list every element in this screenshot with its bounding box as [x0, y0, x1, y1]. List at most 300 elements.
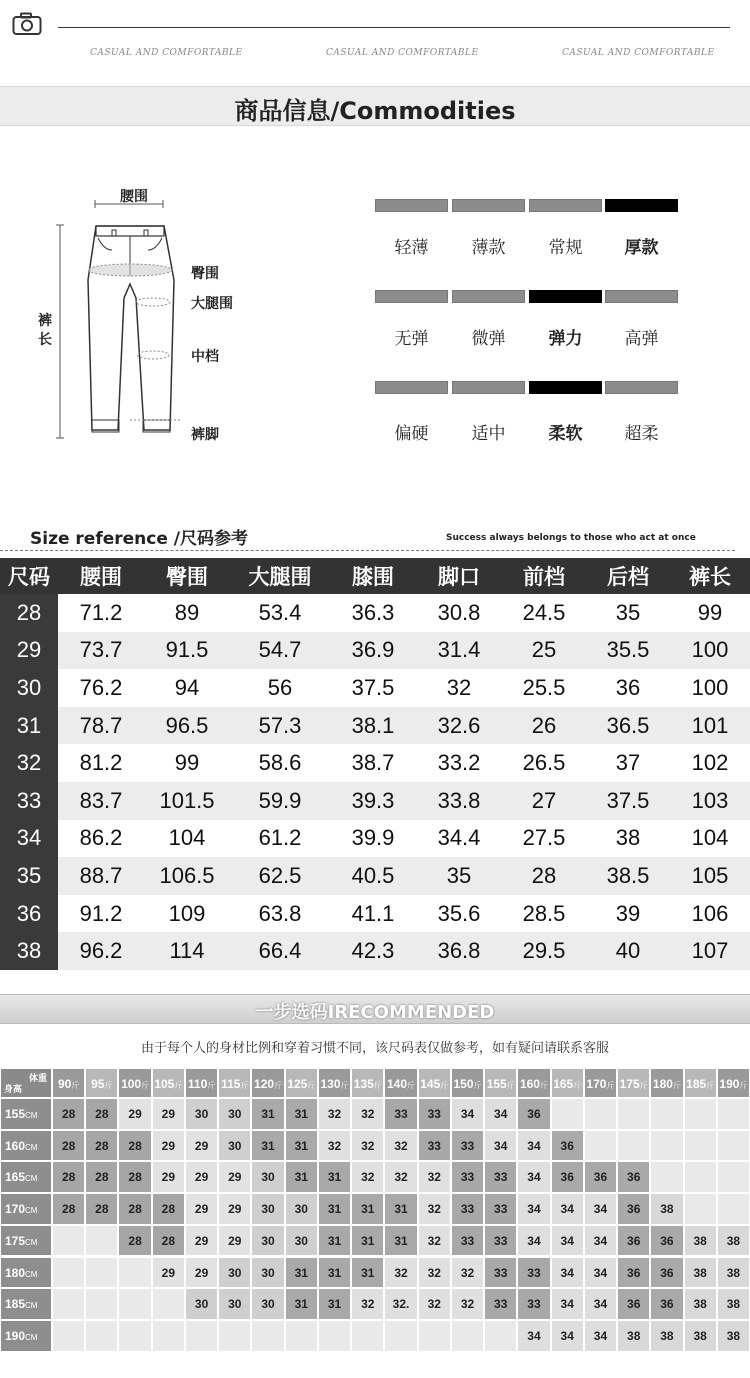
weight-header — [684, 1068, 717, 1098]
attribute-option-label: 适中 — [471, 424, 506, 444]
weight-header — [384, 1068, 417, 1098]
empty-cell — [717, 1193, 750, 1225]
size-cell: 28 — [0, 594, 58, 632]
weight-value: 180 — [652, 1077, 673, 1091]
measure-cell: 41.1 — [351, 900, 395, 926]
empty-cell — [617, 1098, 650, 1130]
size-suggestion-cell: 32 — [318, 1098, 351, 1130]
measure-cell: 71.2 — [79, 599, 123, 625]
size-table-header — [0, 558, 750, 594]
size-suggestion-cell: 28 — [118, 1161, 151, 1193]
size-cell: 31 — [0, 707, 58, 745]
weight-value: 190 — [719, 1077, 740, 1091]
size-suggestion-cell: 28 — [85, 1193, 118, 1225]
weight-header — [251, 1068, 284, 1098]
size-suggestion-cell: 36 — [617, 1193, 650, 1225]
size-suggestion-cell: 38 — [717, 1257, 750, 1289]
size-suggestion-cell: 38 — [650, 1320, 683, 1352]
weight-unit: 斤 — [340, 1081, 349, 1090]
measure-cell: 38.1 — [330, 707, 416, 745]
weight-header — [118, 1068, 151, 1098]
size-suggestion-cell: 32 — [351, 1288, 384, 1320]
weight-header — [584, 1068, 617, 1098]
empty-cell — [52, 1257, 85, 1289]
size-suggestion-cell: 33 — [451, 1161, 484, 1193]
size-suggestion-cell: 29 — [185, 1257, 218, 1289]
measure-cell: 63.8 — [258, 900, 302, 926]
attribute-bar-segment — [452, 290, 525, 303]
measure-cell: 35 — [416, 857, 502, 895]
measure-cell: 35.5 — [586, 632, 670, 670]
measure-cell: 28.5 — [522, 900, 566, 926]
weight-header — [351, 1068, 384, 1098]
height-header — [0, 1257, 52, 1289]
height-unit: CM — [25, 1206, 38, 1216]
size-suggestion-cell: 29 — [152, 1257, 185, 1289]
measure-cell: 78.7 — [58, 707, 144, 745]
size-suggestion-cell: 31 — [318, 1288, 351, 1320]
size-suggestion-cell: 34 — [551, 1288, 584, 1320]
weight-unit: 斤 — [639, 1081, 648, 1090]
weight-header — [650, 1068, 683, 1098]
weight-unit: 斤 — [141, 1081, 150, 1090]
measure-cell: 38.7 — [351, 750, 395, 776]
size-suggestion-cell: 31 — [285, 1130, 318, 1162]
empty-cell — [684, 1130, 717, 1162]
size-suggestion-cell: 32 — [418, 1161, 451, 1193]
size-suggestion-cell: 31 — [384, 1225, 417, 1257]
column-header: 前档 — [502, 558, 586, 594]
table-row — [0, 669, 750, 707]
attribute-option-label: 微弹 — [471, 329, 506, 349]
weight-value: 170 — [586, 1077, 607, 1091]
size-suggestion-cell: 34 — [517, 1193, 550, 1225]
measure-cell: 40.5 — [330, 857, 416, 895]
size-suggestion-cell: 36 — [551, 1130, 584, 1162]
size-suggestion-cell: 31 — [251, 1130, 284, 1162]
size-suggestion-cell: 29 — [185, 1130, 218, 1162]
size-suggestion-cell: 38 — [684, 1320, 717, 1352]
empty-cell — [152, 1320, 185, 1352]
recommend-title: 一步选码IRECOMMENDED — [255, 1002, 495, 1023]
measure-cell: 107 — [670, 932, 750, 970]
size-suggestion-cell: 33 — [451, 1130, 484, 1162]
size-suggestion-cell: 30 — [251, 1288, 284, 1320]
measure-cell: 39.3 — [330, 782, 416, 820]
recommend-banner — [0, 994, 750, 1024]
measure-cell: 57.3 — [230, 707, 330, 745]
size-suggestion-cell: 32 — [351, 1130, 384, 1162]
weight-value: 115 — [221, 1077, 241, 1091]
size-suggestion-cell: 28 — [118, 1130, 151, 1162]
size-suggestion-cell: 34 — [551, 1257, 584, 1289]
size-cell: 35 — [0, 857, 58, 895]
size-suggestion-cell: 31 — [318, 1257, 351, 1289]
casual-tagline: CASUAL AND COMFORTABLE — [562, 48, 715, 58]
weight-unit: 斤 — [174, 1081, 183, 1090]
empty-cell — [285, 1320, 318, 1352]
measure-cell: 104 — [168, 825, 206, 851]
empty-cell — [650, 1130, 683, 1162]
size-suggestion-cell: 34 — [551, 1320, 584, 1352]
height-header — [0, 1193, 52, 1225]
height-unit: CM — [25, 1237, 38, 1247]
measure-cell: 36.9 — [330, 632, 416, 670]
measure-cell: 109 — [168, 900, 206, 926]
size-suggestion-cell: 28 — [152, 1225, 185, 1257]
height-value: 165 — [5, 1170, 26, 1185]
empty-cell — [118, 1288, 151, 1320]
measure-cell: 34.4 — [437, 825, 481, 851]
measure-cell: 25.5 — [522, 674, 566, 700]
weight-value: 185 — [686, 1077, 707, 1091]
size-suggestion-cell: 30 — [218, 1257, 251, 1289]
measure-cell: 100 — [691, 674, 729, 700]
casual-tagline: CASUAL AND COMFORTABLE — [326, 48, 479, 58]
measure-cell: 40 — [586, 932, 670, 970]
weight-header — [52, 1068, 85, 1098]
height-unit: CM — [25, 1174, 38, 1184]
table-row — [0, 895, 750, 933]
measure-cell: 36 — [615, 674, 641, 700]
measure-cell: 99 — [174, 750, 200, 776]
weight-unit: 斤 — [274, 1081, 283, 1090]
weight-value: 160 — [519, 1077, 540, 1091]
height-header — [0, 1098, 52, 1130]
size-suggestion-cell: 34 — [551, 1225, 584, 1257]
size-suggestion-cell: 36 — [551, 1161, 584, 1193]
weight-header — [318, 1068, 351, 1098]
size-suggestion-cell: 32 — [384, 1130, 417, 1162]
weight-unit: 斤 — [739, 1081, 748, 1090]
weight-unit: 斤 — [573, 1081, 582, 1090]
size-suggestion-cell: 30 — [285, 1225, 318, 1257]
column-header: 腰围 — [58, 558, 144, 594]
size-reference-title: Size reference /尺码参考 — [30, 529, 249, 549]
height-unit: CM — [25, 1142, 38, 1152]
size-suggestion-cell: 29 — [185, 1193, 218, 1225]
weight-unit: 斤 — [672, 1081, 681, 1090]
weight-header — [451, 1068, 484, 1098]
size-table — [0, 558, 750, 970]
size-suggestion-cell: 33 — [484, 1257, 517, 1289]
size-suggestion-cell: 32 — [451, 1288, 484, 1320]
size-suggestion-cell: 32 — [318, 1130, 351, 1162]
measure-cell: 32.6 — [416, 707, 502, 745]
weight-header — [717, 1068, 750, 1098]
empty-cell — [118, 1257, 151, 1289]
size-suggestion-cell: 31 — [318, 1225, 351, 1257]
size-suggestion-cell: 29 — [152, 1130, 185, 1162]
measure-cell: 38.5 — [586, 857, 670, 895]
measure-cell: 36.8 — [416, 932, 502, 970]
weight-header — [484, 1068, 517, 1098]
size-suggestion-cell: 33 — [517, 1288, 550, 1320]
divider — [0, 550, 735, 551]
size-suggestion-cell: 29 — [218, 1161, 251, 1193]
size-suggestion-cell: 29 — [218, 1193, 251, 1225]
measure-cell: 73.7 — [58, 632, 144, 670]
empty-cell — [584, 1098, 617, 1130]
height-value: 185 — [5, 1297, 26, 1312]
measure-cell: 36.3 — [351, 599, 395, 625]
size-suggestion-cell: 30 — [185, 1098, 218, 1130]
size-suggestion-cell: 30 — [251, 1193, 284, 1225]
measure-cell: 106.5 — [144, 857, 230, 895]
measure-cell: 54.7 — [230, 632, 330, 670]
hip-label: 臀围 — [191, 266, 219, 282]
length-label: 裤长 — [38, 313, 52, 348]
weight-value: 165 — [553, 1077, 574, 1091]
height-value: 175 — [5, 1233, 26, 1248]
size-suggestion-cell: 34 — [484, 1130, 517, 1162]
measure-cell: 26 — [502, 707, 586, 745]
attribute-bar-segment — [605, 381, 678, 394]
casual-tagline: CASUAL AND COMFORTABLE — [90, 48, 243, 58]
size-cell: 30 — [0, 669, 58, 707]
height-header — [0, 1288, 52, 1320]
height-value: 160 — [5, 1138, 26, 1153]
size-cell: 38 — [0, 932, 58, 970]
size-suggestion-cell: 29 — [185, 1161, 218, 1193]
measure-cell: 94 — [174, 674, 200, 700]
empty-cell — [85, 1225, 118, 1257]
weight-unit: 斤 — [71, 1081, 80, 1090]
size-suggestion-cell: 31 — [285, 1288, 318, 1320]
measure-cell: 89 — [174, 599, 200, 625]
size-suggestion-cell: 32 — [351, 1161, 384, 1193]
size-suggestion-cell: 29 — [218, 1225, 251, 1257]
empty-cell — [52, 1288, 85, 1320]
size-suggestion-cell: 29 — [152, 1161, 185, 1193]
height-unit: CM — [25, 1332, 38, 1342]
measure-cell: 105 — [670, 857, 750, 895]
size-cell: 36 — [0, 895, 58, 933]
size-suggestion-cell: 30 — [285, 1193, 318, 1225]
measure-cell: 53.4 — [258, 599, 302, 625]
weight-header — [617, 1068, 650, 1098]
size-suggestion-cell: 31 — [285, 1257, 318, 1289]
measure-cell: 59.9 — [230, 782, 330, 820]
column-header: 大腿围 — [230, 558, 330, 594]
weight-header — [418, 1068, 451, 1098]
size-suggestion-cell: 34 — [517, 1225, 550, 1257]
weight-unit: 斤 — [407, 1081, 416, 1090]
weight-value: 145 — [420, 1077, 441, 1091]
measure-cell: 33.8 — [416, 782, 502, 820]
empty-cell — [185, 1320, 218, 1352]
measure-cell: 114 — [144, 932, 230, 970]
header-rule — [58, 27, 730, 28]
weight-header — [218, 1068, 251, 1098]
measure-cell: 96.5 — [144, 707, 230, 745]
empty-cell — [617, 1130, 650, 1162]
measure-cell: 106 — [691, 900, 729, 926]
measure-cell: 96.2 — [58, 932, 144, 970]
measure-cell: 62.5 — [230, 857, 330, 895]
size-suggestion-cell: 32 — [384, 1257, 417, 1289]
size-suggestion-cell: 28 — [52, 1098, 85, 1130]
column-header: 膝围 — [330, 558, 416, 594]
weight-unit: 斤 — [240, 1081, 249, 1090]
size-suggestion-cell: 36 — [617, 1161, 650, 1193]
size-suggestion-cell: 31 — [318, 1193, 351, 1225]
height-value: 180 — [5, 1265, 26, 1280]
weight-value: 125 — [287, 1077, 308, 1091]
empty-cell — [717, 1130, 750, 1162]
empty-cell — [52, 1320, 85, 1352]
weight-value: 105 — [154, 1077, 175, 1091]
attribute-bar-segment — [452, 199, 525, 212]
size-suggestion-cell: 38 — [717, 1320, 750, 1352]
size-suggestion-cell: 36 — [617, 1288, 650, 1320]
size-suggestion-cell: 30 — [251, 1257, 284, 1289]
size-suggestion-cell: 36 — [617, 1225, 650, 1257]
size-suggestion-cell: 31 — [251, 1098, 284, 1130]
size-suggestion-cell: 31 — [351, 1257, 384, 1289]
size-suggestion-cell: 30 — [218, 1098, 251, 1130]
table-row — [0, 707, 750, 745]
size-suggestion-cell: 32. — [384, 1288, 417, 1320]
attribute-option-label: 高弹 — [624, 329, 659, 349]
size-suggestion-cell: 30 — [185, 1288, 218, 1320]
measure-cell: 35.6 — [437, 900, 481, 926]
weight-value: 175 — [619, 1077, 640, 1091]
weight-unit: 斤 — [104, 1081, 113, 1090]
empty-cell — [384, 1320, 417, 1352]
attribute-bar-segment — [529, 290, 602, 303]
measure-cell: 38 — [615, 825, 641, 851]
weight-value: 135 — [353, 1077, 374, 1091]
measure-cell: 101 — [670, 707, 750, 745]
measure-cell: 66.4 — [230, 932, 330, 970]
size-suggestion-cell: 36 — [617, 1257, 650, 1289]
grid-corner — [0, 1068, 52, 1098]
size-cell: 33 — [0, 782, 58, 820]
size-suggestion-cell: 31 — [351, 1193, 384, 1225]
size-suggestion-cell: 34 — [584, 1288, 617, 1320]
column-header: 尺码 — [0, 558, 58, 594]
size-suggestion-cell: 33 — [451, 1225, 484, 1257]
empty-cell — [118, 1320, 151, 1352]
weight-value: 110 — [187, 1077, 208, 1091]
size-suggestion-cell: 28 — [118, 1225, 151, 1257]
size-cell: 29 — [0, 632, 58, 670]
empty-cell — [451, 1320, 484, 1352]
measure-cell: 27.5 — [522, 825, 566, 851]
measure-cell: 37.5 — [586, 782, 670, 820]
table-row — [0, 932, 750, 970]
empty-cell — [85, 1288, 118, 1320]
corner-height-label: 身高 — [4, 1084, 23, 1094]
measure-cell: 91.2 — [79, 900, 123, 926]
size-cell: 34 — [0, 820, 58, 858]
size-suggestion-cell: 34 — [517, 1130, 550, 1162]
pants-diagram — [40, 180, 180, 445]
height-value: 190 — [5, 1328, 26, 1343]
attribute-option-label: 薄款 — [471, 238, 506, 258]
measure-cell: 102 — [691, 750, 729, 776]
weight-value: 155 — [486, 1077, 507, 1091]
empty-cell — [551, 1098, 584, 1130]
size-suggestion-cell: 34 — [484, 1098, 517, 1130]
size-suggestion-cell: 32 — [384, 1161, 417, 1193]
knee-label: 中档 — [191, 349, 219, 365]
weight-unit: 斤 — [307, 1081, 316, 1090]
weight-value: 95 — [91, 1077, 105, 1091]
weight-value: 90 — [57, 1077, 72, 1091]
weight-header — [551, 1068, 584, 1098]
measure-cell: 24.5 — [522, 599, 566, 625]
measure-cell: 39.9 — [351, 825, 395, 851]
section-title: 商品信息/Commodities — [234, 97, 516, 125]
empty-cell — [218, 1320, 251, 1352]
weight-header — [185, 1068, 218, 1098]
weight-value: 150 — [453, 1077, 474, 1091]
column-header: 裤长 — [670, 558, 750, 594]
size-suggestion-cell: 33 — [484, 1225, 517, 1257]
table-row — [0, 594, 750, 632]
size-suggestion-cell: 33 — [384, 1098, 417, 1130]
measure-cell: 35 — [615, 599, 641, 625]
size-suggestion-cell: 28 — [85, 1098, 118, 1130]
size-suggestion-cell: 38 — [684, 1225, 717, 1257]
table-row — [0, 744, 750, 782]
measure-cell: 32 — [446, 674, 472, 700]
size-suggestion-cell: 32 — [418, 1193, 451, 1225]
empty-cell — [351, 1320, 384, 1352]
size-suggestion-cell: 38 — [684, 1288, 717, 1320]
size-suggestion-cell: 38 — [717, 1225, 750, 1257]
empty-cell — [52, 1225, 85, 1257]
size-suggestion-cell: 34 — [517, 1320, 550, 1352]
measure-cell: 88.7 — [58, 857, 144, 895]
size-suggestion-cell: 28 — [118, 1193, 151, 1225]
size-suggestion-cell: 38 — [650, 1193, 683, 1225]
attribute-bar-segment — [529, 199, 602, 212]
weight-header — [152, 1068, 185, 1098]
empty-cell — [484, 1320, 517, 1352]
empty-cell — [251, 1320, 284, 1352]
measure-cell: 58.6 — [258, 750, 302, 776]
measure-cell: 56 — [267, 674, 293, 700]
size-suggestion-cell: 28 — [52, 1130, 85, 1162]
attribute-bar-segment — [605, 290, 678, 303]
measure-cell: 86.2 — [79, 825, 123, 851]
weight-value: 130 — [320, 1077, 341, 1091]
empty-cell — [684, 1193, 717, 1225]
height-header — [0, 1320, 52, 1352]
size-suggestion-cell: 28 — [52, 1193, 85, 1225]
size-suggestion-cell: 31 — [384, 1193, 417, 1225]
height-unit: CM — [25, 1269, 38, 1279]
commodities-banner — [0, 86, 750, 126]
table-row — [0, 782, 750, 820]
corner-weight-label: 体重 — [28, 1073, 47, 1083]
empty-cell — [152, 1288, 185, 1320]
empty-cell — [318, 1320, 351, 1352]
table-row — [0, 857, 750, 895]
measure-cell: 103 — [670, 782, 750, 820]
size-cell: 32 — [0, 744, 58, 782]
weight-header — [285, 1068, 318, 1098]
attribute-bar-segment — [605, 199, 678, 212]
size-suggestion-cell: 34 — [584, 1257, 617, 1289]
attribute-option-label: 偏硬 — [394, 424, 429, 444]
empty-cell — [650, 1098, 683, 1130]
measure-cell: 37.5 — [351, 674, 395, 700]
empty-cell — [418, 1320, 451, 1352]
